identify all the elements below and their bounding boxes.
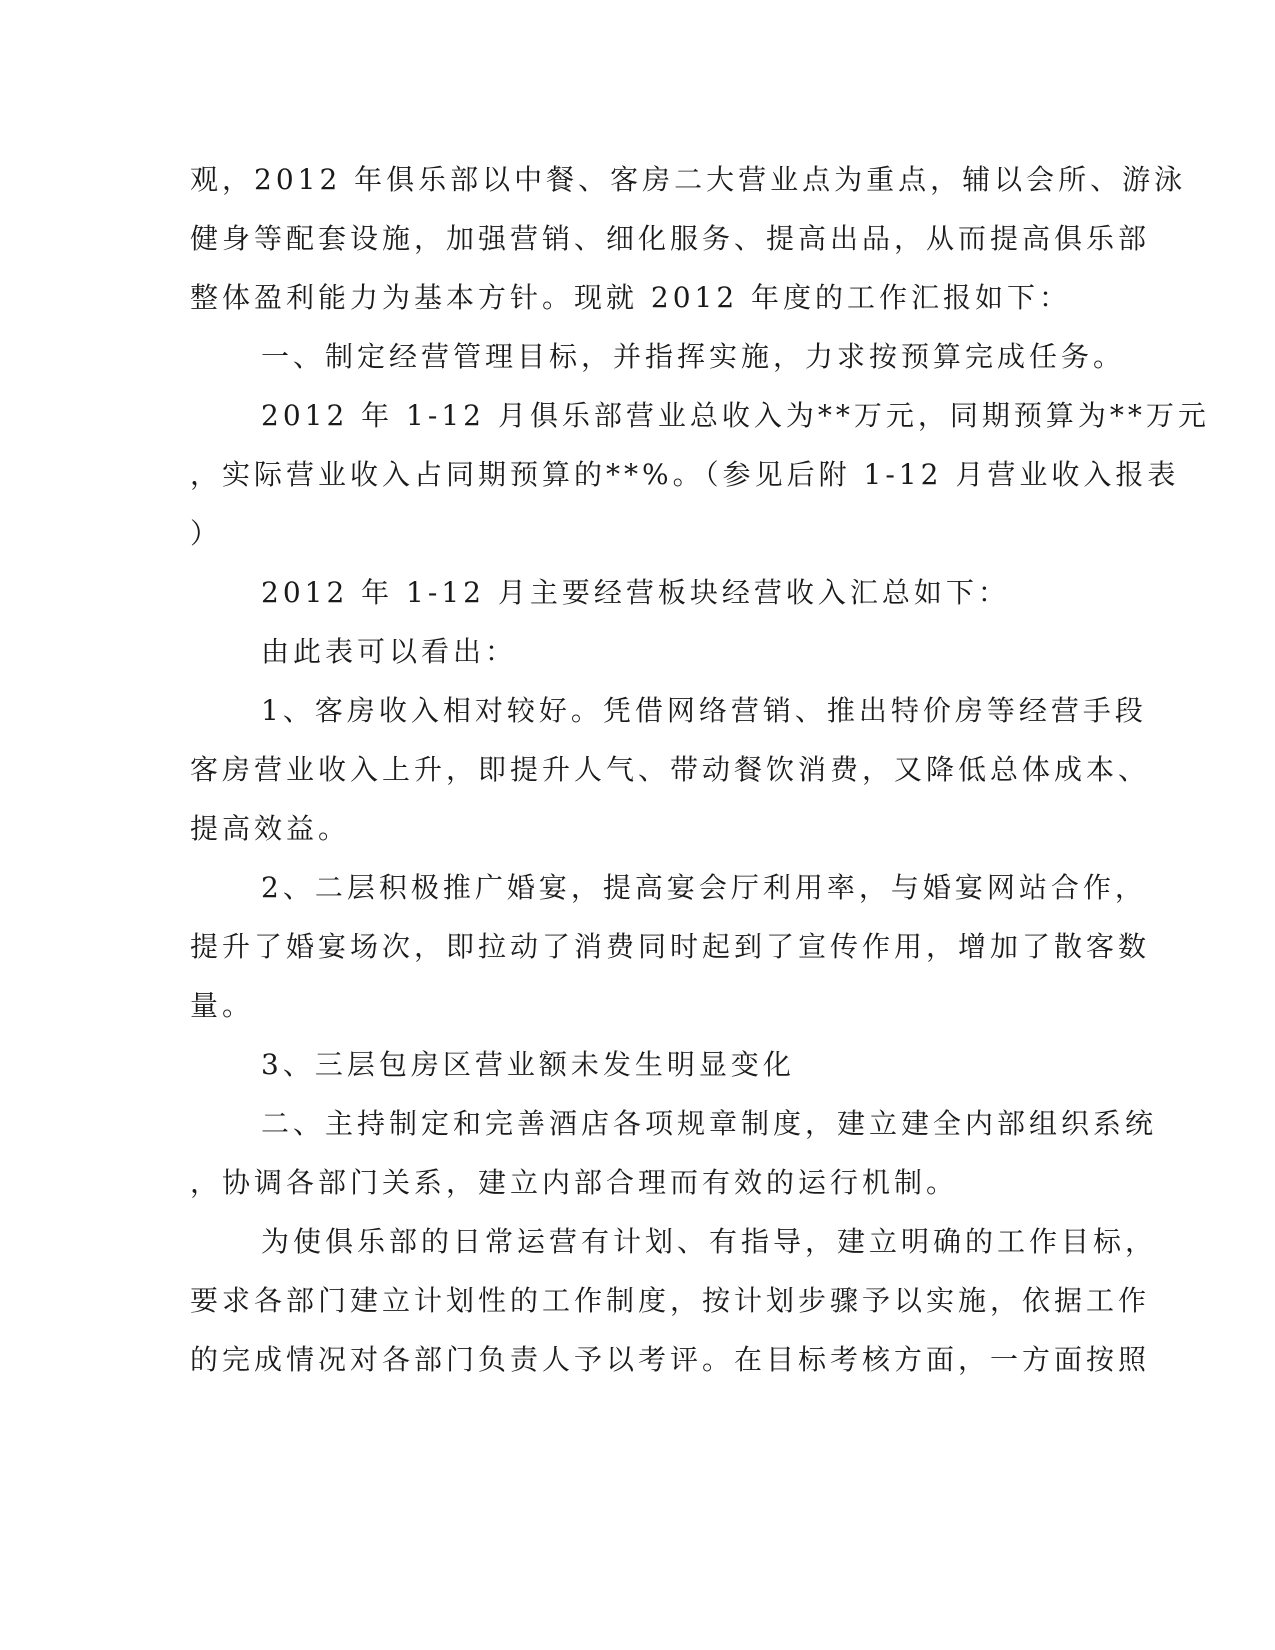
text-line-21: 的完成情况对各部门负责人予以考评。在目标考核方面，一方面按照 xyxy=(190,1343,1151,1376)
section-heading-1: 一、制定经营管理目标，并指挥实施，力求按预算完成任务。 xyxy=(261,340,1126,373)
text-line-12: 提高效益。 xyxy=(190,812,351,845)
text-line-2: 健身等配套设施，加强营销、细化服务、提高出品，从而提高俱乐部 xyxy=(190,222,1151,255)
list-item-2: 2、二层积极推广婚宴，提高宴会厅利用率，与婚宴网站合作， xyxy=(261,871,1147,904)
text-line-5: 2012 年 1-12 月俱乐部营业总收入为**万元，同期预算为**万元 xyxy=(261,399,1210,432)
text-line-18: ，协调各部门关系，建立内部合理而有效的运行机制。 xyxy=(190,1166,959,1199)
list-item-3: 3、三层包房区营业额未发生明显变化 xyxy=(261,1048,795,1081)
list-item-1: 1、客房收入相对较好。凭借网络营销、推出特价房等经营手段 xyxy=(261,694,1147,727)
text-line-7: ） xyxy=(190,517,223,550)
text-line-11: 客房营业收入上升，即提升人气、带动餐饮消费，又降低总体成本、 xyxy=(190,753,1151,786)
text-line-19: 为使俱乐部的日常运营有计划、有指导，建立明确的工作目标， xyxy=(261,1225,1158,1258)
text-line-6: ，实际营业收入占同期预算的**%。（参见后附 1-12 月营业收入报表 xyxy=(190,458,1180,491)
section-heading-2: 二、主持制定和完善酒店各项规章制度，建立建全内部组织系统 xyxy=(261,1107,1158,1140)
text-line-14: 提升了婚宴场次，即拉动了消费同时起到了宣传作用，增加了散客数 xyxy=(190,930,1151,963)
text-line-3: 整体盈利能力为基本方针。现就 2012 年度的工作汇报如下： xyxy=(190,281,1072,314)
text-line-15: 量。 xyxy=(190,989,255,1022)
text-line-20: 要求各部门建立计划性的工作制度，按计划步骤予以实施，依据工作 xyxy=(190,1284,1151,1317)
text-line-9: 由此表可以看出： xyxy=(261,635,518,668)
text-line-8: 2012 年 1-12 月主要经营板块经营收入汇总如下： xyxy=(261,576,1010,609)
text-line-1: 观，2012 年俱乐部以中餐、客房二大营业点为重点，辅以会所、游泳 xyxy=(190,163,1187,196)
